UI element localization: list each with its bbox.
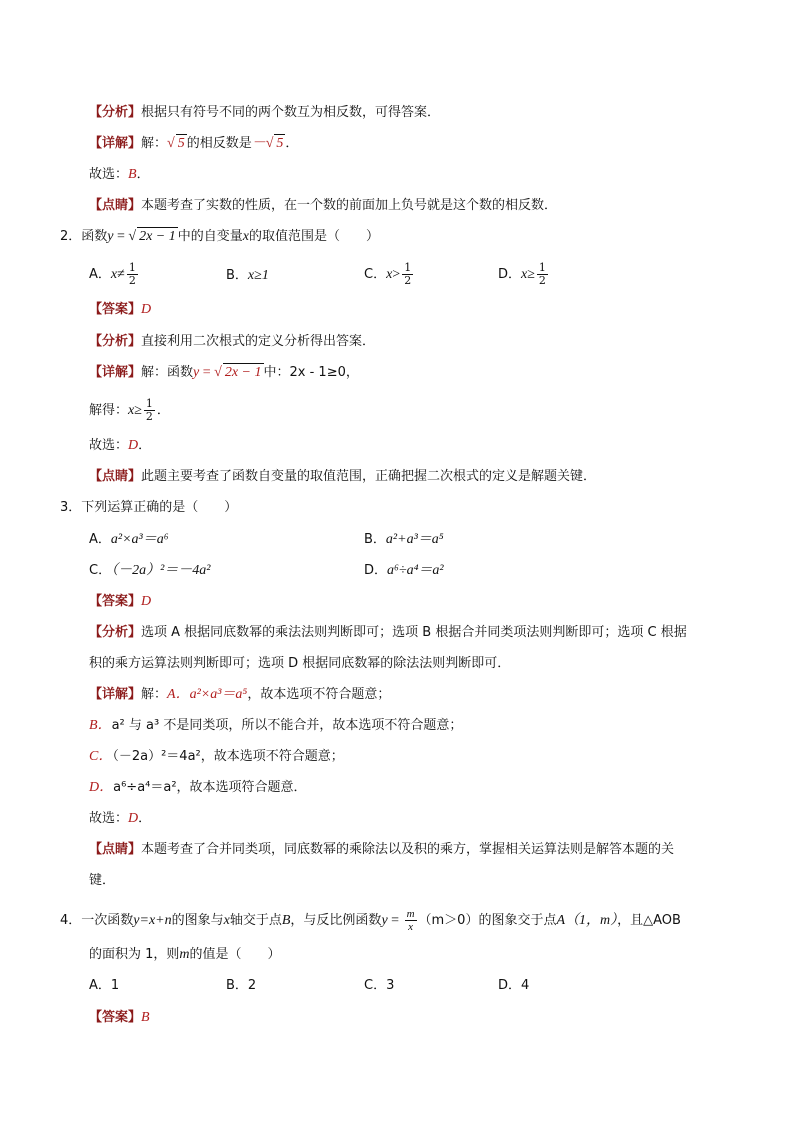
- q3-opt-b-label: B．: [364, 532, 386, 547]
- analysis-tag: 【分析】: [89, 334, 142, 349]
- q3-detail-a-end: ，故本选项不符合题意；: [247, 687, 391, 702]
- q3-analysis-text2: 积的乘方运算法则判断即可；选项 D 根据同底数幂的除法法则判断即可．: [89, 656, 511, 671]
- q3-choose-value: D: [128, 811, 139, 826]
- q2-solve-var: x: [128, 403, 135, 418]
- q2-opt-d-rel: ≥: [527, 267, 535, 282]
- frac-num: 1: [404, 261, 412, 274]
- q4-answer-line: [89, 1008, 150, 1027]
- q1-detail-prefix: 解：: [141, 136, 168, 151]
- q2-solve-frac: [144, 398, 155, 423]
- q2-solve-rel: ≥: [134, 403, 142, 418]
- q3-comment-text1: 本题考查了合并同类项，同底数幂的乘除法以及积的乘方，掌握相关运算法则是解答本题的关: [141, 842, 675, 857]
- q2-choose-value: D: [128, 438, 139, 453]
- q3-answer-line: [89, 592, 151, 611]
- q4-stem-eq: =: [387, 913, 403, 928]
- q2-solve-line: [89, 398, 170, 423]
- q1-analysis-line: [89, 103, 440, 122]
- q4-option-d: [498, 976, 529, 995]
- q2-detail-y: y: [193, 365, 200, 380]
- q2-opt-a-frac: [127, 262, 138, 287]
- q2-option-c: [364, 262, 415, 287]
- q2-detail-sqrt: √ 2x − 1: [214, 365, 262, 380]
- q2-solve-end: ．: [156, 403, 170, 418]
- q2-stem-x: x: [242, 229, 249, 244]
- detail-tag: 【详解】: [89, 687, 142, 702]
- q2-answer-line: [89, 300, 151, 319]
- q3-detail-c: （－2a）²＝4a²，故本选项不符合题意；: [112, 749, 344, 764]
- q3-detail-b-label: B．: [89, 718, 112, 733]
- q1-detail-mid: 的相反数是: [186, 136, 252, 151]
- q2-detail-pre: 解：函数: [141, 365, 194, 380]
- q2-stem-y: y: [107, 229, 114, 244]
- q1-detail-line: [89, 134, 298, 153]
- q4-stem-fn: y=x+n: [133, 913, 172, 928]
- q4-stem-b: B: [281, 913, 291, 928]
- q3-detail-b-line: [89, 716, 462, 735]
- answer-tag: 【答案】: [89, 302, 142, 317]
- q1-choose-label: 故选：: [89, 167, 129, 182]
- q1-analysis-text: 根据只有符号不同的两个数互为相反数，可得答案．: [141, 105, 441, 120]
- q2-option-d: [498, 262, 550, 287]
- q1-radicand: 5: [177, 136, 185, 151]
- q2-stem-radicand: 2x − 1: [139, 229, 176, 244]
- q2-choose-line: [89, 436, 151, 455]
- q2-stem-mid: 中的自变量: [177, 229, 243, 244]
- frac-den: 2: [145, 410, 153, 423]
- q3-analysis-text1: 选项 A 根据同底数幂的乘法法则判断即可；选项 B 根据合并同类项法则判断即可；选项 C 根据: [141, 625, 687, 640]
- q2-stem-end: 的取值范围是（ ）: [249, 229, 380, 244]
- comment-tag: 【点睛】: [89, 198, 142, 213]
- frac-num: m: [406, 908, 415, 920]
- q4-opt-a-text: A．1: [89, 978, 120, 993]
- q4-stem-y: y: [381, 913, 388, 928]
- q1-detail-end: ．: [285, 136, 299, 151]
- analysis-tag: 【分析】: [89, 105, 142, 120]
- frac-num: 1: [145, 397, 153, 410]
- q2-detail-eq: =: [199, 365, 215, 380]
- analysis-tag: 【分析】: [89, 625, 142, 640]
- q2-opt-c-label: C．: [364, 267, 387, 282]
- q2-opt-c-rel: >: [392, 267, 401, 282]
- q3-detail-c-label: C．: [89, 749, 113, 764]
- q2-comment-line: [89, 467, 596, 486]
- q3-analysis-line2: [89, 654, 510, 673]
- q3-stem: [60, 498, 237, 517]
- q2-opt-d-label: D．: [498, 267, 522, 282]
- q2-stem-pre: 2．函数: [60, 229, 108, 244]
- q4-opt-b-text: B．2: [226, 978, 257, 993]
- frac-num: 1: [128, 261, 136, 274]
- q3-detail-line: [89, 685, 390, 704]
- q1-neg: －: [251, 136, 266, 151]
- q3-detail-d-line: [89, 778, 307, 797]
- q3-choose-label: 故选：: [89, 811, 129, 826]
- frac-den: 2: [128, 274, 136, 287]
- q2-answer-value: D: [141, 302, 152, 317]
- q3-opt-c-label: C．: [89, 563, 112, 578]
- q2-opt-b-label: B．: [226, 268, 248, 283]
- q3-detail-b: a² 与 a³ 不是同类项，所以不能合并，故本选项不符合题意；: [111, 718, 463, 733]
- q1-choose-line: [89, 165, 150, 184]
- q3-analysis-line1: [89, 623, 687, 642]
- q4-stem-mid3: ，与反比例函数: [290, 913, 382, 928]
- q3-detail-c-line: [89, 747, 344, 766]
- frac-den: 2: [538, 274, 546, 287]
- q4-stem-l2: 的面积为 1，则: [89, 947, 180, 962]
- q3-choose-end: ．: [138, 811, 152, 826]
- q4-stem-l2-end: 的值是（ ）: [189, 947, 281, 962]
- comment-tag: 【点睛】: [89, 469, 142, 484]
- q2-opt-d-var: x: [521, 267, 528, 282]
- q2-opt-c-frac: [402, 262, 413, 287]
- q2-option-b: [226, 266, 269, 285]
- q2-comment-text: 此题主要考查了函数自变量的取值范围，正确把握二次根式的定义是解题关键．: [141, 469, 597, 484]
- q3-option-d: [364, 561, 444, 580]
- q3-opt-b-text: a²+a³＝a⁵: [385, 532, 444, 547]
- q1-comment-text: 本题考查了实数的性质，在一个数的前面加上负号就是这个数的相反数．: [141, 198, 558, 213]
- q3-choose-line: [89, 809, 151, 828]
- q3-detail-pre: 解：: [141, 687, 168, 702]
- q4-option-c: [364, 976, 394, 995]
- q4-opt-c-text: C．3: [364, 978, 395, 993]
- q4-stem-pre: 4．一次函数: [60, 913, 134, 928]
- q2-solve-pre: 解得：: [89, 403, 129, 418]
- q3-opt-a-text: a²×a³＝a⁶: [110, 532, 169, 547]
- q1-choose-end: ．: [136, 167, 150, 182]
- q2-opt-a-rel: ≠: [117, 267, 125, 282]
- q4-stem-end: ，且△AOB: [617, 913, 681, 928]
- comment-tag: 【点睛】: [89, 842, 142, 857]
- q1-sqrt5: √ 5: [167, 136, 185, 151]
- q3-stem-text: 3．下列运算正确的是（ ）: [60, 500, 238, 515]
- q3-comment-line2: [89, 871, 115, 890]
- q3-comment-line1: [89, 840, 674, 859]
- q3-detail-d-label: D．: [89, 780, 114, 795]
- q2-option-a: [89, 262, 140, 287]
- q3-opt-d-text: a⁶÷a⁴＝a²: [387, 563, 444, 578]
- frac-den: 2: [404, 274, 412, 287]
- q1-sqrt5-neg: √ 5: [265, 136, 284, 151]
- q3-option-c: [89, 561, 210, 580]
- answer-tag: 【答案】: [89, 594, 142, 609]
- q2-analysis-text: 直接利用二次根式的定义分析得出答案．: [141, 334, 376, 349]
- q2-opt-c-var: x: [386, 267, 393, 282]
- q4-option-b: [226, 976, 256, 995]
- q2-choose-end: ．: [138, 438, 152, 453]
- q4-stem-line2: [89, 945, 281, 964]
- frac-den: x: [408, 921, 413, 933]
- q1-comment-line: [89, 196, 557, 215]
- q4-stem-mid1: 的图象与: [171, 913, 224, 928]
- q3-option-a: [89, 530, 169, 549]
- q2-detail-line: [89, 363, 359, 382]
- q3-opt-c-text: （－2a）²＝－4a²: [111, 563, 211, 578]
- q2-detail-mid: 中：2x - 1≥0，: [263, 365, 359, 380]
- q3-detail-d: a⁶÷a⁴＝a²，故本选项符合题意．: [113, 780, 307, 795]
- q3-opt-d-label: D．: [364, 563, 388, 578]
- q1-choose-value: B: [128, 167, 137, 182]
- q4-stem-m: m: [179, 947, 190, 962]
- q4-stem-point: A（1，m）: [556, 913, 618, 928]
- q2-opt-a-label: A．: [89, 267, 111, 282]
- q2-stem: [60, 227, 379, 246]
- frac-num: 1: [538, 261, 546, 274]
- q4-stem-frac: [405, 908, 417, 933]
- q2-stem-sqrt: √ 2x − 1: [128, 229, 176, 244]
- q2-stem-eq: =: [113, 229, 129, 244]
- q1-radicand2: 5: [276, 136, 284, 151]
- q2-detail-radicand: 2x − 1: [224, 365, 262, 380]
- q4-stem-cond: （m＞0）的图象交于点: [418, 913, 557, 928]
- q2-opt-a-var: x: [110, 267, 118, 282]
- q4-stem-line1: [60, 908, 681, 933]
- q4-stem-x: x: [223, 913, 230, 928]
- detail-tag: 【详解】: [89, 365, 142, 380]
- q2-opt-b-text: x≥1: [247, 268, 269, 283]
- answer-tag: 【答案】: [89, 1010, 142, 1025]
- q3-opt-a-label: A．: [89, 532, 111, 547]
- q4-option-a: [89, 976, 119, 995]
- q3-answer-value: D: [141, 594, 152, 609]
- q2-opt-d-frac: [537, 262, 548, 287]
- q2-choose-label: 故选：: [89, 438, 129, 453]
- q4-answer-value: B: [141, 1010, 150, 1025]
- q4-opt-d-text: D．4: [498, 978, 530, 993]
- q4-stem-mid2: 轴交于点: [229, 913, 282, 928]
- detail-tag: 【详解】: [89, 136, 142, 151]
- q3-detail-a: a²×a³＝a⁵: [189, 687, 248, 702]
- q3-detail-a-label: A．: [167, 687, 190, 702]
- q3-option-b: [364, 530, 444, 549]
- q3-comment-text2: 键．: [89, 873, 116, 888]
- q2-analysis-line: [89, 332, 375, 351]
